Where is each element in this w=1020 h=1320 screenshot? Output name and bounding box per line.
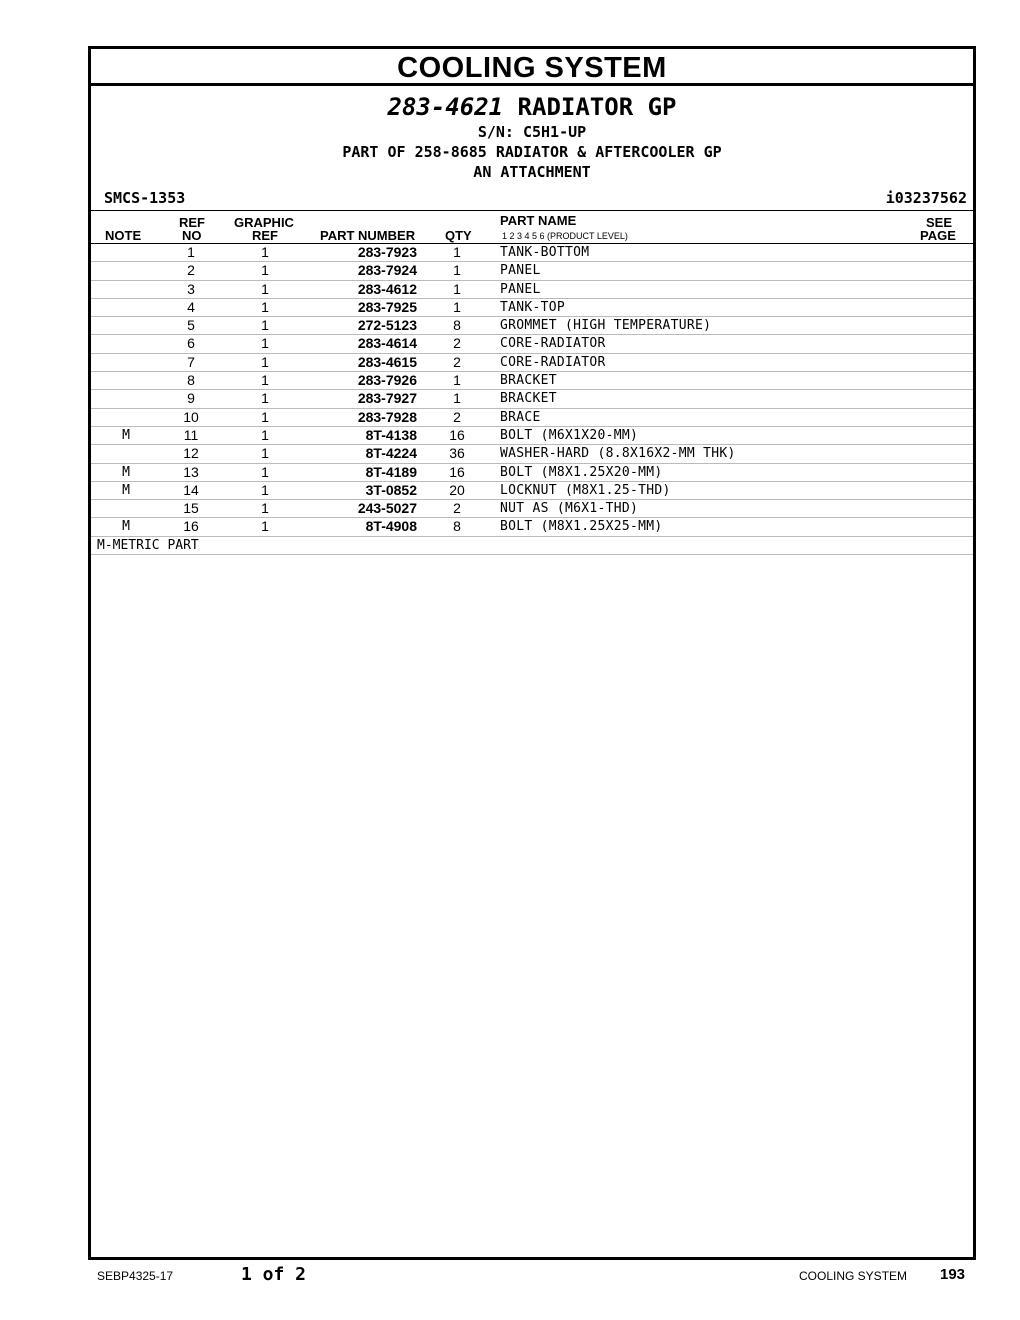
ref-no-cell: 10 bbox=[183, 408, 199, 425]
ref-no-cell: 11 bbox=[183, 426, 199, 443]
ref-no-cell: 9 bbox=[187, 390, 195, 407]
part-number-cell: 8T-4189 bbox=[365, 463, 417, 480]
group-name: RADIATOR GP bbox=[517, 93, 677, 121]
col-part-name: PART NAME bbox=[500, 213, 577, 228]
footnote: M-METRIC PART bbox=[91, 537, 973, 555]
table-row bbox=[91, 445, 973, 463]
table-row bbox=[91, 262, 973, 280]
qty-cell: 2 bbox=[453, 335, 461, 352]
part-name-cell: BRACKET bbox=[500, 373, 557, 389]
part-number-cell: 3T-0852 bbox=[365, 481, 417, 498]
ref-no-cell: 6 bbox=[187, 335, 195, 352]
table-row bbox=[91, 464, 973, 482]
qty-cell: 1 bbox=[453, 372, 461, 389]
ref-no-cell: 14 bbox=[183, 481, 199, 498]
table-row bbox=[91, 244, 973, 262]
qty-cell: 16 bbox=[449, 426, 465, 443]
part-name-cell: NUT AS (M6X1-THD) bbox=[500, 501, 639, 517]
serial-number: S/N: C5H1-UP bbox=[477, 123, 587, 141]
qty-cell: 1 bbox=[453, 280, 461, 297]
ref-no-cell: 12 bbox=[183, 445, 199, 462]
document-id: i03237562 bbox=[885, 189, 967, 207]
part-number-cell: 8T-4224 bbox=[365, 445, 417, 462]
smcs-code: SMCS-1353 bbox=[104, 189, 186, 207]
col-qty: QTY bbox=[445, 228, 472, 243]
table-row bbox=[91, 518, 973, 536]
table-row bbox=[91, 372, 973, 390]
table-row bbox=[91, 354, 973, 372]
part-number-cell: 283-7926 bbox=[357, 372, 417, 389]
qty-cell: 1 bbox=[453, 262, 461, 279]
qty-cell: 20 bbox=[449, 481, 465, 498]
col-ref-bottom: NO bbox=[182, 228, 202, 243]
page-of: 1 of 2 bbox=[241, 1264, 307, 1285]
part-number-cell: 283-7928 bbox=[357, 408, 417, 425]
part-name-cell: BOLT (M8X1.25X25-MM) bbox=[500, 519, 663, 535]
graphic-ref-cell: 1 bbox=[261, 408, 269, 425]
col-note: NOTE bbox=[105, 228, 142, 243]
group-title bbox=[91, 92, 973, 122]
part-number-cell: 272-5123 bbox=[357, 317, 417, 334]
part-of-line: PART OF 258-8685 RADIATOR & AFTERCOOLER GP bbox=[342, 143, 722, 161]
graphic-ref-cell: 1 bbox=[261, 445, 269, 462]
ref-no-cell: 16 bbox=[183, 518, 199, 535]
part-name-cell: BOLT (M8X1.25X20-MM) bbox=[500, 464, 663, 480]
part-number-cell: 283-7924 bbox=[357, 262, 417, 279]
part-name-cell: GROMMET (HIGH TEMPERATURE) bbox=[500, 318, 712, 334]
ref-no-cell: 4 bbox=[187, 298, 195, 315]
table-row bbox=[91, 390, 973, 408]
parts-table bbox=[91, 244, 973, 537]
part-number-cell: 283-4614 bbox=[357, 335, 417, 352]
part-name-cell: BRACE bbox=[500, 409, 541, 425]
part-name-cell: BRACKET bbox=[500, 391, 557, 407]
table-row bbox=[91, 335, 973, 353]
ref-no-cell: 15 bbox=[183, 500, 199, 517]
part-name-cell: PANEL bbox=[500, 263, 541, 279]
part-number-cell: 243-5027 bbox=[357, 500, 417, 517]
ref-no-cell: 5 bbox=[187, 317, 195, 334]
table-row bbox=[91, 500, 973, 518]
note-cell: M bbox=[122, 427, 130, 443]
note-cell: M bbox=[122, 519, 130, 535]
table-row bbox=[91, 409, 973, 427]
part-number-cell: 283-4615 bbox=[357, 353, 417, 370]
col-product-levels: 1 2 3 4 5 6 (PRODUCT LEVEL) bbox=[502, 231, 628, 241]
page-frame bbox=[88, 46, 976, 1260]
col-graphic-bottom: REF bbox=[252, 228, 278, 243]
graphic-ref-cell: 1 bbox=[261, 390, 269, 407]
table-row bbox=[91, 299, 973, 317]
graphic-ref-cell: 1 bbox=[261, 518, 269, 535]
graphic-ref-cell: 1 bbox=[261, 353, 269, 370]
ref-no-cell: 13 bbox=[183, 463, 199, 480]
col-see-bottom: PAGE bbox=[920, 228, 956, 243]
table-row bbox=[91, 482, 973, 500]
qty-cell: 36 bbox=[449, 445, 465, 462]
attachment-line: AN ATTACHMENT bbox=[473, 163, 591, 181]
graphic-ref-cell: 1 bbox=[261, 481, 269, 498]
part-name-cell: PANEL bbox=[500, 281, 541, 297]
column-headers bbox=[91, 211, 973, 244]
graphic-ref-cell: 1 bbox=[261, 280, 269, 297]
part-number-cell: 283-7927 bbox=[357, 390, 417, 407]
part-name-cell: LOCKNUT (M8X1.25-THD) bbox=[500, 482, 671, 498]
qty-cell: 1 bbox=[453, 298, 461, 315]
qty-cell: 16 bbox=[449, 463, 465, 480]
part-number-cell: 283-4612 bbox=[357, 280, 417, 297]
section-title: COOLING SYSTEM bbox=[91, 49, 973, 86]
col-see-top: SEE bbox=[926, 215, 953, 230]
graphic-ref-cell: 1 bbox=[261, 500, 269, 517]
part-number-cell: 283-7923 bbox=[357, 244, 417, 260]
group-number: 283-4621 bbox=[387, 93, 504, 121]
page-number: 193 bbox=[940, 1266, 966, 1283]
ref-no-cell: 8 bbox=[187, 372, 195, 389]
ref-no-cell: 1 bbox=[187, 244, 195, 260]
ref-no-cell: 2 bbox=[187, 262, 195, 279]
qty-cell: 1 bbox=[453, 390, 461, 407]
graphic-ref-cell: 1 bbox=[261, 262, 269, 279]
graphic-ref-cell: 1 bbox=[261, 298, 269, 315]
page-footer bbox=[0, 1264, 1020, 1288]
ref-no-cell: 7 bbox=[187, 353, 195, 370]
part-name-cell: WASHER-HARD (8.8X16X2-MM THK) bbox=[500, 446, 736, 462]
graphic-ref-cell: 1 bbox=[261, 463, 269, 480]
qty-cell: 1 bbox=[453, 244, 461, 260]
group-header bbox=[91, 92, 973, 182]
graphic-ref-cell: 1 bbox=[261, 372, 269, 389]
table-row bbox=[91, 281, 973, 299]
col-part-number: PART NUMBER bbox=[320, 228, 416, 243]
qty-cell: 2 bbox=[453, 353, 461, 370]
footer-section: COOLING SYSTEM bbox=[799, 1269, 908, 1283]
ref-no-cell: 3 bbox=[187, 280, 195, 297]
part-name-cell: TANK-BOTTOM bbox=[500, 245, 590, 260]
part-name-cell: CORE-RADIATOR bbox=[500, 354, 606, 370]
col-graphic-top: GRAPHIC bbox=[234, 215, 294, 230]
doc-code: SEBP4325-17 bbox=[97, 1269, 174, 1283]
part-name-cell: TANK-TOP bbox=[500, 299, 566, 315]
part-number-cell: 8T-4908 bbox=[365, 518, 417, 535]
qty-cell: 8 bbox=[453, 317, 461, 334]
note-cell: M bbox=[122, 482, 130, 498]
graphic-ref-cell: 1 bbox=[261, 426, 269, 443]
part-name-cell: CORE-RADIATOR bbox=[500, 336, 606, 352]
part-number-cell: 283-7925 bbox=[357, 298, 417, 315]
table-row bbox=[91, 317, 973, 335]
graphic-ref-cell: 1 bbox=[261, 317, 269, 334]
qty-cell: 2 bbox=[453, 408, 461, 425]
qty-cell: 8 bbox=[453, 518, 461, 535]
graphic-ref-cell: 1 bbox=[261, 335, 269, 352]
col-ref-top: REF bbox=[179, 215, 205, 230]
part-number-cell: 8T-4138 bbox=[365, 426, 417, 443]
graphic-ref-cell: 1 bbox=[261, 244, 269, 260]
note-cell: M bbox=[122, 464, 130, 480]
qty-cell: 2 bbox=[453, 500, 461, 517]
part-name-cell: BOLT (M6X1X20-MM) bbox=[500, 427, 639, 443]
smcs-row bbox=[91, 188, 973, 211]
table-row bbox=[91, 427, 973, 445]
